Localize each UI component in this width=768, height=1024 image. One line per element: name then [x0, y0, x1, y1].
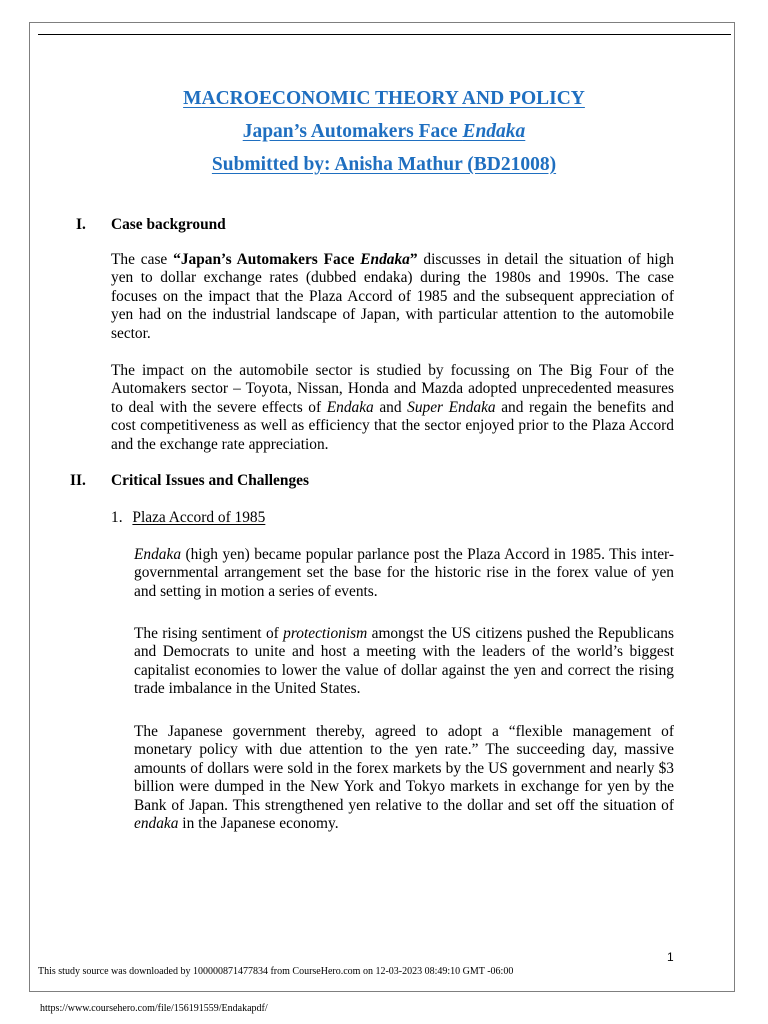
s2p2-i1: protectionism — [283, 625, 368, 642]
s2p1-i1: Endaka — [134, 546, 182, 563]
subtitle-italic: Endaka — [462, 121, 526, 142]
s1p2-i1: Endaka — [326, 398, 374, 416]
section-2-paragraph-3 — [134, 723, 674, 833]
subsection-1 — [111, 509, 265, 527]
s2p2-b: amongst the US citizens pushed the Republicans and Democrats to unite and host a meeting with the leaders of the world’s biggest capitalist economies to lower the value of dollar against the yen and correct the rising trade imbalance in the United States. — [134, 625, 674, 698]
s2p1-rest: (high yen) became popular parlance post the Plaza Accord in 1985. This inter-governmental arrangement set the base for the historic rise in the forex value of yen and setting in motion a series of events. — [134, 546, 674, 600]
download-note: This study source was downloaded by 100000871477834 from CourseHero.com on 12-03-2023 08:49:10 GMT -06:00 — [38, 966, 514, 977]
s1p1-rest: discusses in detail the situation of high yen to dollar exchange rates (dubbed endaka) during the 1980s and 1990s. The case focuses on the impact that the Plaza Accord of 1985 and the subsequent appreciation of yen had on the industrial landscape of Japan, with particular attention to the automobile sector. — [111, 251, 674, 342]
title-block — [0, 86, 768, 185]
section-1-numeral: I. — [76, 216, 86, 233]
s1p2-c: and regain the benefits and cost competitiveness as well as efficiency that the sector enjoyed prior to the Plaza Accord and the exchange rate appreciation. — [111, 398, 674, 453]
submitted-by: Submitted by: Anisha Mathur (BD21008) — [211, 154, 557, 175]
section-1-title: Case background — [111, 216, 226, 233]
document-title: MACROECONOMIC THEORY AND POLICY — [183, 88, 585, 109]
source-url[interactable]: https://www.coursehero.com/file/156191559/Endakapdf/ — [40, 1003, 268, 1014]
s1p1-bold-close: ” — [409, 251, 418, 268]
section-1-paragraph-2 — [111, 362, 674, 454]
section-2-title: Critical Issues and Challenges — [111, 472, 309, 489]
s1p2-b: and — [373, 398, 408, 416]
s1p1-bold-italic: Endaka — [360, 251, 410, 268]
s2p2-a: The rising sentiment of — [134, 625, 284, 642]
subsection-1-number: 1. — [111, 509, 123, 526]
section-1-paragraph-1 — [111, 251, 674, 343]
section-2-paragraph-2 — [134, 625, 674, 699]
section-2-numeral: II. — [70, 472, 86, 489]
s2p3-a: The Japanese government thereby, agreed to adopt a “flexible management of monetary policy with due attention to the yen rate.” The succeeding day, massive amounts of dollars were sold in the forex markets by the US government and nearly $3 billion were dumped in the New York and Tokyo markets in exchange for yen by the Bank of Japan. This strengthened yen relative to the dollar and set off the situation of — [134, 723, 674, 814]
subtitle-text: Japan’s Automakers Face — [242, 121, 463, 142]
s1p1-bold — [173, 251, 417, 268]
subsection-1-label: Plaza Accord of 1985 — [132, 509, 266, 526]
document-subtitle — [0, 119, 768, 144]
top-rule — [38, 34, 731, 35]
s2p3-i1: endaka — [134, 815, 179, 833]
s1p2-a: The impact on the automobile sector is studied by focussing on The Big Four of the Automakers sector – Toyota, Nissan, Honda and Mazda adopted unprecedented measures to deal with the severe effects of — [111, 362, 674, 416]
s1p1-bold-text: “Japan’s Automakers Face — [173, 251, 361, 268]
page-number: 1 — [667, 950, 674, 964]
section-2-paragraph-1 — [134, 546, 674, 601]
s2p3-b: in the Japanese economy. — [178, 815, 339, 833]
s1p2-i2: Super Endaka — [407, 398, 496, 416]
s1p1-pre: The case — [111, 251, 174, 268]
